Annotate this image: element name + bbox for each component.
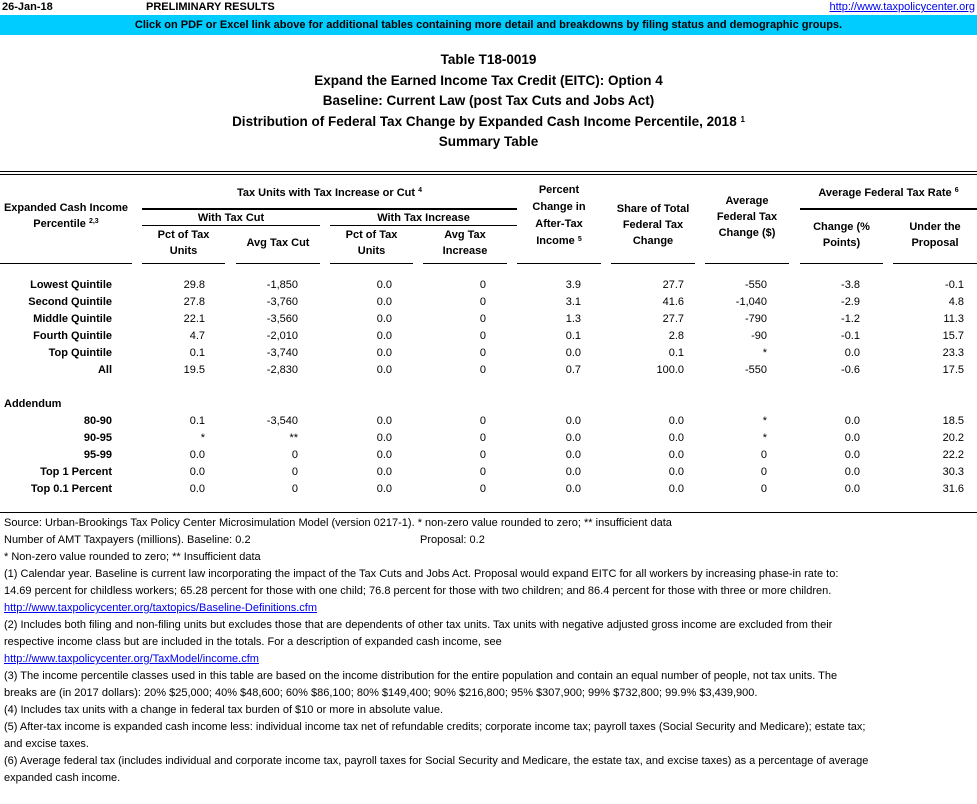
header-rate-change-pts: Change (% Points) (813, 221, 870, 249)
cell-inc-pct: 0.0 (376, 432, 392, 444)
table-row (0, 430, 977, 447)
cell-avg-change: * (762, 347, 767, 359)
cell-rate-change: -1.2 (841, 313, 860, 325)
footnote-6: (6) Average federal tax (includes individual and corporate income tax, payroll taxes for Social Security and Medicare, the estate tax, and excise taxes) as a percentage of average (4, 755, 869, 767)
table-title: Expand the Earned Income Tax Credit (EITC): Option 4 (314, 72, 663, 88)
cell-pct-change: 0.0 (565, 483, 581, 495)
cell-cut-pct: 29.8 (183, 279, 205, 291)
cell-inc-avg: 0 (479, 466, 486, 478)
addendum-header-row (0, 396, 977, 413)
footnote-2-cont: respective income class but are included in the totals. For a description of expanded cash income, see (4, 636, 502, 648)
cell-inc-avg: 0 (479, 432, 486, 444)
cell-cut-avg: ** (289, 432, 298, 444)
footnote-1: (1) Calendar year. Baseline is current law incorporating the impact of the Tax Cuts and Jobs Act. Proposal would expand EITC for all workers by increasing phase-in rate to: (4, 568, 839, 580)
cell-pct-change: 0.0 (565, 415, 581, 427)
footnote-4: (4) Includes tax units with a change in federal tax burden of $10 or more in absolute value. (4, 704, 444, 716)
cell-pct-change: 3.9 (565, 279, 581, 291)
cell-inc-pct: 0.0 (376, 415, 392, 427)
cell-inc-avg: 0 (479, 279, 486, 291)
header-avg-fed-rate: Average Federal Tax Rate $^6$ (818, 187, 959, 199)
header-with-increase: With Tax Increase (377, 212, 470, 224)
header-cut-pct-units: Pct of Tax Units (157, 229, 210, 257)
cell-rate-change: 0.0 (844, 415, 860, 427)
cell-cut-pct: 4.7 (189, 330, 205, 342)
footnote-5-cont: and excise taxes. (4, 738, 89, 750)
cell-rate-under: 23.3 (942, 347, 964, 359)
header-top-rule-1 (0, 171, 977, 172)
cell-rate-change: -3.8 (841, 279, 860, 291)
distribution-title: Distribution of Federal Tax Change by Expanded Cash Income Percentile, 2018 $^1$ (232, 113, 745, 129)
cell-avg-change: -550 (744, 279, 767, 291)
table-row (0, 447, 977, 464)
baseline-title: Baseline: Current Law (post Tax Cuts and Jobs Act) (322, 93, 655, 108)
cell-rate-change: 0.0 (844, 432, 860, 444)
cell-cut-avg: 0 (291, 466, 298, 478)
avg-rate-rule (800, 208, 977, 210)
col-rule (142, 263, 225, 264)
cell-rate-change: 0.0 (844, 466, 860, 478)
tpc-home-link[interactable]: http://www.taxpolicycenter.org (829, 1, 975, 13)
cell-cut-avg: 0 (291, 483, 298, 495)
cell-rate-change: 0.0 (844, 449, 860, 461)
cell-cut-avg: -1,850 (266, 279, 298, 291)
cell-pct-change: 0.0 (565, 466, 581, 478)
cell-cut-pct: 0.0 (189, 466, 205, 478)
cell-inc-pct: 0.0 (376, 483, 392, 495)
cell-inc-pct: 0.0 (376, 449, 392, 461)
cell-cut-avg: -2,830 (266, 364, 298, 376)
cell-rate-under: 18.5 (942, 415, 964, 427)
cell-inc-pct: 0.0 (376, 347, 392, 359)
cell-rate-under: 4.8 (948, 296, 964, 308)
cell-inc-avg: 0 (479, 483, 486, 495)
cell-cut-pct: * (200, 432, 205, 444)
cell-rate-change: -0.6 (841, 364, 860, 376)
cell-cut-avg: 0 (291, 449, 298, 461)
header-avg-tax-increase: Avg Tax Increase (442, 229, 488, 257)
cell-cut-pct: 0.0 (189, 483, 205, 495)
cell-rate-under: 31.6 (942, 483, 964, 495)
col-rule (236, 263, 320, 264)
cell-inc-avg: 0 (479, 449, 486, 461)
cell-inc-avg: 0 (479, 330, 486, 342)
table-row (0, 345, 977, 362)
row-label: Top 0.1 Percent (30, 483, 112, 495)
col-rule (893, 263, 977, 264)
col-rule (800, 263, 883, 264)
row-label: 95-99 (83, 449, 112, 461)
cell-share: 2.8 (668, 330, 684, 342)
cell-share: 0.0 (668, 466, 684, 478)
footnote-2: (2) Includes both filing and non-filing units but excludes those that are dependents of other tax units. Tax units with negative adjusted gross income are excluded from their (4, 619, 833, 631)
footnote-5: (5) After-tax income is expanded cash income less: individual income tax net of refundable credits; corporate income tax; payroll taxes (Social Security and Medicare); estate tax; (4, 721, 866, 733)
baseline-definitions-link[interactable]: http://www.taxpolicycenter.org/taxtopics/Baseline-Definitions.cfm (4, 602, 318, 614)
row-label: Lowest Quintile (30, 279, 112, 291)
row-label: 80-90 (83, 415, 112, 427)
row-label: Second Quintile (28, 296, 112, 308)
footnote-3: (3) The income percentile classes used in this table are based on the income distribution for the entire population and contain an equal number of people, not tax units. The (4, 670, 838, 682)
row-label: All (97, 364, 112, 376)
cell-rate-under: -0.1 (945, 279, 964, 291)
source-note: Source: Urban-Brookings Tax Policy Center Microsimulation Model (version 0217-1). * non-zero value rounded to zero; ** insufficient data (4, 517, 672, 529)
cell-rate-under: 11.3 (943, 313, 964, 325)
cell-rate-under: 17.5 (942, 364, 964, 376)
cell-inc-pct: 0.0 (376, 296, 392, 308)
cell-cut-pct: 22.1 (183, 313, 205, 325)
footnote-6-cont: expanded cash income. (4, 772, 121, 784)
cell-rate-change: -2.9 (841, 296, 860, 308)
cell-pct-change: 1.3 (565, 313, 581, 325)
amt-note: Number of AMT Taxpayers (millions). Baseline: 0.2 Proposal: 0.2 (4, 534, 485, 546)
cell-cut-avg: -3,560 (266, 313, 298, 325)
cell-inc-avg: 0 (479, 415, 486, 427)
cell-share: 0.0 (668, 449, 684, 461)
cell-cut-pct: 27.8 (183, 296, 205, 308)
header-tax-units: Tax Units with Tax Increase or Cut $^4$ (236, 187, 423, 199)
cell-share: 27.7 (662, 279, 684, 291)
table-row (0, 362, 977, 379)
cell-rate-change: -0.1 (841, 330, 860, 342)
addendum-label: Addendum (4, 398, 62, 410)
cell-avg-change: 0 (760, 449, 767, 461)
cell-share: 100.0 (656, 364, 684, 376)
cell-pct-change: 3.1 (565, 296, 581, 308)
cell-cut-avg: -3,740 (266, 347, 298, 359)
cell-pct-change: 0.0 (565, 347, 581, 359)
cell-rate-under: 22.2 (942, 449, 964, 461)
table-bottom-rule (0, 512, 977, 513)
row-label: 90-95 (83, 432, 112, 444)
cell-avg-change: -550 (744, 364, 767, 376)
cell-avg-change: -1,040 (735, 296, 767, 308)
table-row (0, 413, 977, 430)
col-rule (0, 263, 132, 264)
cell-cut-avg: -3,760 (266, 296, 298, 308)
header-inc-pct-units: Pct of Tax Units (345, 229, 398, 257)
col-rule (423, 263, 507, 264)
col-rule (517, 263, 601, 264)
cell-cut-pct: 0.1 (189, 347, 205, 359)
table-row (0, 294, 977, 311)
table-row (0, 328, 977, 345)
header-top-rule-2 (0, 174, 977, 175)
header-avg-tax-cut: Avg Tax Cut (246, 237, 310, 249)
summary-title: Summary Table (438, 134, 539, 149)
header-percentile: Expanded Cash Income Percentile $^{2,3}$ (3, 202, 129, 230)
cell-inc-avg: 0 (479, 364, 486, 376)
cell-inc-pct: 0.0 (376, 313, 392, 325)
table-id: Table T18-0019 (440, 52, 537, 67)
col-rule (330, 263, 413, 264)
header-with-cut: With Tax Cut (197, 212, 265, 224)
cell-pct-change: 0.0 (565, 449, 581, 461)
row-label: Fourth Quintile (33, 330, 112, 342)
cell-inc-pct: 0.0 (376, 466, 392, 478)
cell-inc-avg: 0 (479, 347, 486, 359)
cell-rate-change: 0.0 (844, 483, 860, 495)
cell-rate-under: 20.2 (942, 432, 964, 444)
table-row (0, 277, 977, 294)
income-definition-link[interactable]: http://www.taxpolicycenter.org/TaxModel/income.cfm (4, 653, 259, 665)
cell-share: 41.6 (662, 296, 684, 308)
row-label: Top 1 Percent (40, 466, 112, 478)
cell-cut-avg: -3,540 (266, 415, 298, 427)
cell-rate-under: 30.3 (942, 466, 964, 478)
row-label: Top Quintile (48, 347, 112, 359)
header-avg-fed-change: Average Federal Tax Change ($) (716, 195, 778, 239)
cell-cut-avg: -2,010 (266, 330, 298, 342)
cell-avg-change: -90 (751, 330, 767, 342)
cell-pct-change: 0.7 (565, 364, 581, 376)
cell-inc-pct: 0.0 (376, 364, 392, 376)
cell-avg-change: * (762, 432, 767, 444)
cell-rate-change: 0.0 (844, 347, 860, 359)
header-pct-change-after-tax: Percent Change in After-Tax Income $^5$ (532, 184, 586, 247)
top-bar (0, 0, 977, 15)
header-share-total: Share of Total Federal Tax Change (616, 203, 690, 247)
row-label: Middle Quintile (33, 313, 112, 325)
legend-note: * Non-zero value rounded to zero; ** Insufficient data (4, 551, 261, 563)
cell-cut-pct: 0.1 (189, 415, 205, 427)
table-row (0, 311, 977, 328)
cell-cut-pct: 19.5 (183, 364, 205, 376)
cell-share: 0.1 (668, 347, 684, 359)
cell-share: 27.7 (662, 313, 684, 325)
cell-avg-change: 0 (760, 483, 767, 495)
cell-avg-change: -790 (744, 313, 767, 325)
preliminary-label: PRELIMINARY RESULTS (146, 1, 275, 13)
cell-share: 0.0 (668, 415, 684, 427)
footnotes (4, 515, 976, 787)
header-rate-under-proposal: Under the Proposal (909, 221, 961, 249)
footnote-1-cont: 14.69 percent for childless workers; 65.28 percent for those with one child; 76.8 percent for those with two children; and 86.4 percent for those with three or more children. (4, 585, 832, 597)
info-banner: Click on PDF or Excel link above for additional tables containing more detail and breakdowns by filing status and demographic groups. (0, 15, 977, 35)
cell-rate-under: 15.7 (942, 330, 964, 342)
cell-share: 0.0 (668, 483, 684, 495)
cell-avg-change: * (762, 415, 767, 427)
table-row (0, 464, 977, 481)
cell-inc-pct: 0.0 (376, 330, 392, 342)
table-row (0, 481, 977, 498)
cell-avg-change: 0 (760, 466, 767, 478)
cell-share: 0.0 (668, 432, 684, 444)
cell-cut-pct: 0.0 (189, 449, 205, 461)
table-title-block (0, 50, 977, 153)
cell-pct-change: 0.1 (565, 330, 581, 342)
col-rule (705, 263, 789, 264)
cell-pct-change: 0.0 (565, 432, 581, 444)
col-rule (611, 263, 695, 264)
report-date: 26-Jan-18 (2, 1, 53, 13)
cell-inc-avg: 0 (479, 313, 486, 325)
cell-inc-pct: 0.0 (376, 279, 392, 291)
footnote-3-cont: breaks are (in 2017 dollars): 20% $25,000; 40% $48,600; 60% $86,100; 80% $149,400; 90% $216,800; 95% $307,900; 99% $732,800; 99.9% $3,439,900. (4, 687, 758, 699)
cell-inc-avg: 0 (479, 296, 486, 308)
